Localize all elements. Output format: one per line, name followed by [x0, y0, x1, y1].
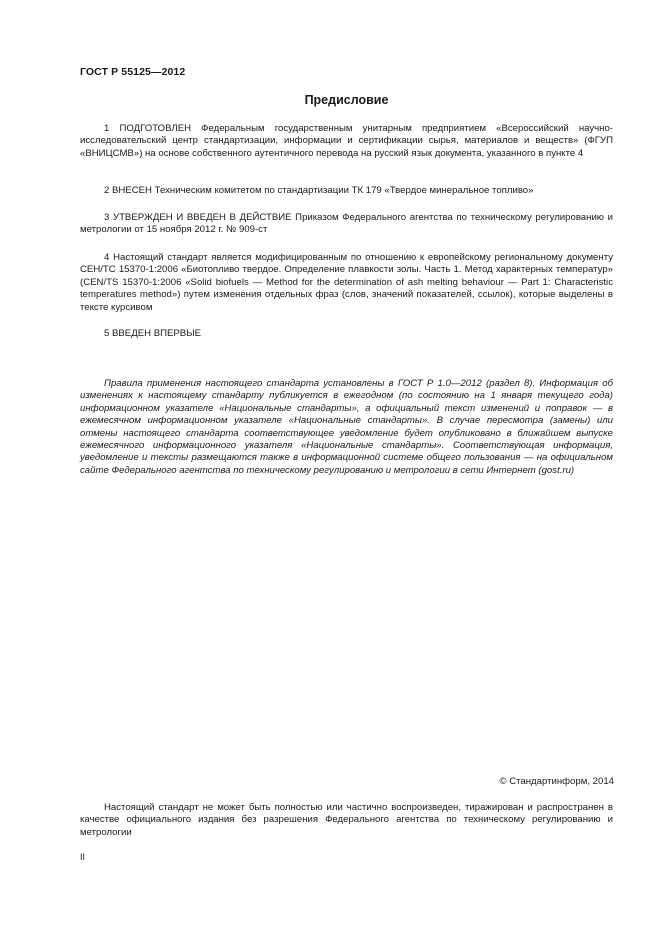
- paragraph-introduced-first: 5 ВВЕДЕН ВПЕРВЫЕ: [104, 328, 202, 339]
- paragraph-prepared-by: 1 ПОДГОТОВЛЕН Федеральным государственным унитарным предприятием «Всероссийский научно-исследовательский центр стандартизации, информации и сертификации сырья, материалов и веществ» (ФГУП «ВНИЦСМВ») на основе собственного аутентичного перевода на русский язык документа, указанного в пункте 4: [80, 123, 613, 159]
- reproduction-rights-notice: Настоящий стандарт не может быть полностью или частично воспроизведен, тиражирован и распространен в качестве официального издания без разрешения Федерального агентства по техническому регулированию и метрологии: [80, 802, 613, 838]
- paragraph-submitted-by: 2 ВНЕСЕН Техническим комитетом по стандартизации ТК 179 «Твердое минеральное топливо»: [104, 185, 534, 196]
- application-rules-note: Правила применения настоящего стандарта установлены в ГОСТ Р 1.0—2012 (раздел 8). Информация об изменениях к настоящему стандарту публикуется в ежегодном (по состоянию на 1 января текущего года) информационном указателе «Национальные стандарты», а официальный текст изменений и поправок — в ежемесячном информационном указателе «Национальные стандарты». В случае пересмотра (замены) или отмены настоящего стандарта соответствующее уведомление будет опубликовано в ближайшем выпуске ежемесячного информационного указателя «Национальные стандарты». Соответствующая информация, уведомление и тексты размещаются также в информационной системе общего пользования — на официальном сайте Федерального агентства по техническому регулированию и метрологии в сети Интернет (gost.ru): [80, 378, 613, 476]
- page-number: II: [80, 852, 86, 862]
- document-code: ГОСТ Р 55125—2012: [80, 66, 186, 78]
- section-heading: Предисловие: [304, 93, 389, 107]
- paragraph-approved: 3 УТВЕРЖДЕН И ВВЕДЕН В ДЕЙСТВИЕ Приказом Федерального агентства по техническому регулированию и метрологии от 15 ноября 2012 г. № 909-ст: [80, 212, 613, 236]
- copyright-notice: © Стандартинформ, 2014: [499, 776, 614, 787]
- paragraph-modified-standard: 4 Настоящий стандарт является модифицированным по отношению к европейскому региональному документу СЕН/ТС 15370-1:2006 «Биотопливо твердое. Определение плавкости золы. Часть 1. Метод характерных температур» (CEN/TS 15370-1:2006 «Solid biofuels — Method for the determination of ash melting behaviour — Part 1: Characteristic temperatures method») путем изменения отдельных фраз (слов, значений показателей, ссылок), которые выделены в тексте курсивом: [80, 252, 613, 313]
